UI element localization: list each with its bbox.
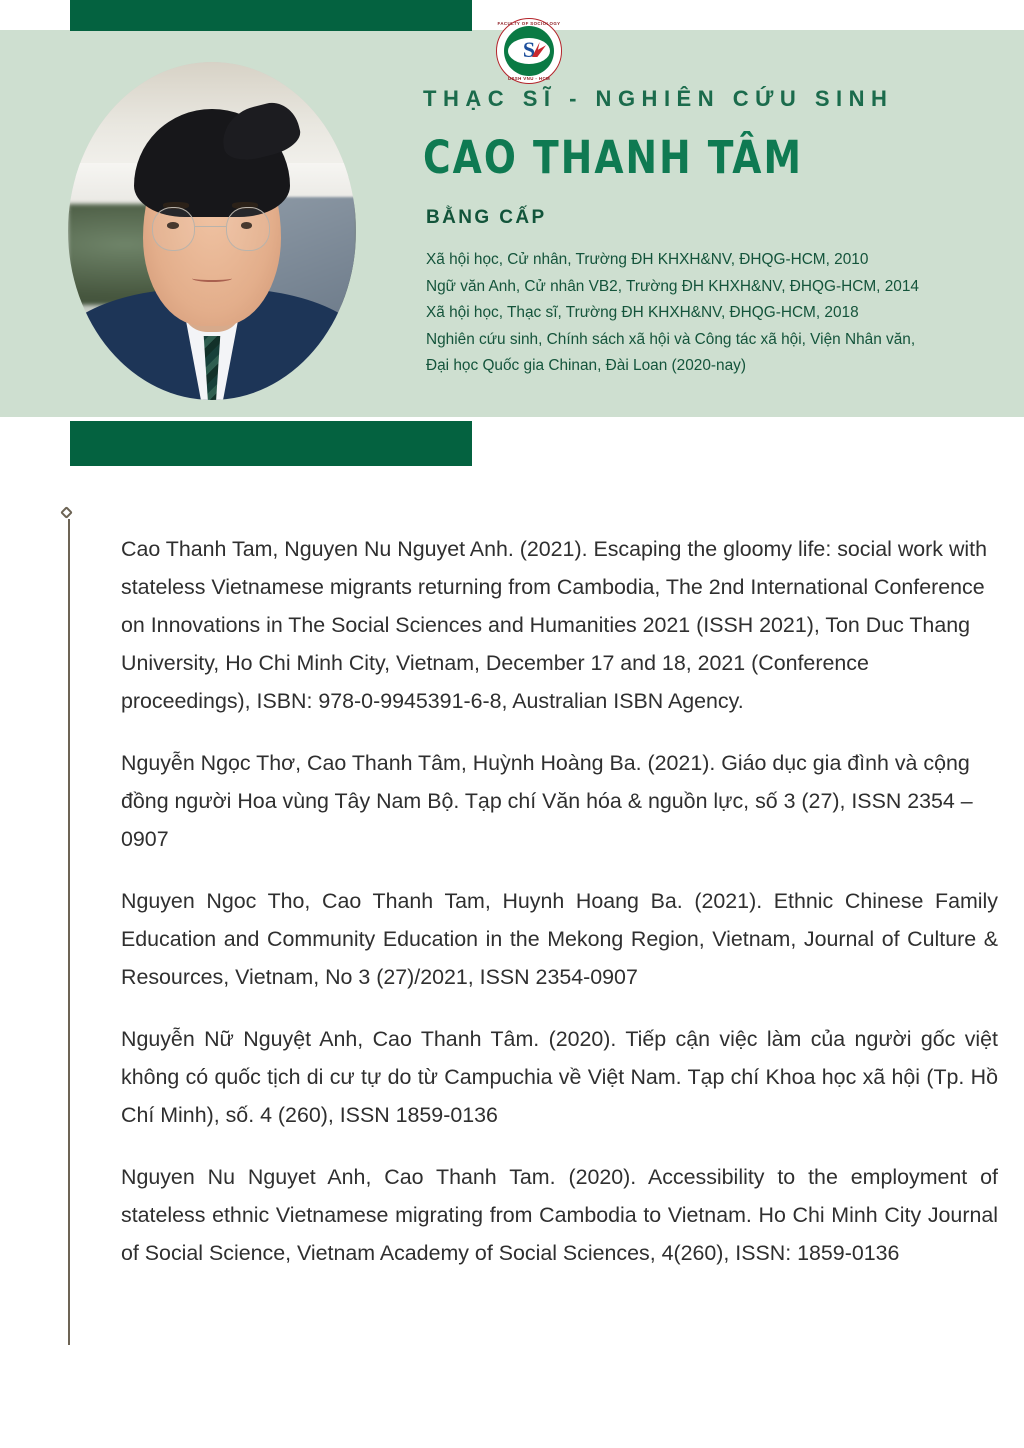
publication-entry: Nguyễn Nữ Nguyệt Anh, Cao Thanh Tâm. (2020). Tiếp cận việc làm của người gốc việt không có quốc tịch di cư tự do từ Campuchia về Việt Nam. Tạp chí Khoa học xã hội (Tp. Hồ Chí Minh), số. 4 (260), ISSN 1859-0136: [121, 1027, 998, 1127]
faculty-logo-icon: [496, 18, 562, 84]
photo-eyeglass-left: [152, 207, 195, 251]
logo-monogram: S: [522, 37, 536, 62]
logo-arc-top-text: FACULTY OF SOCIOLOGY: [497, 21, 561, 26]
degree-item: Nghiên cứu sinh, Chính sách xã hội và Công tác xã hội, Viện Nhân văn,: [426, 330, 916, 348]
degree-section-heading: BẰNG CẤP: [426, 207, 547, 228]
degree-item: Xã hội học, Thạc sĩ, Trường ĐH KHXH&NV, ĐHQG-HCM, 2018: [426, 304, 859, 321]
profile-subtitle: THẠC SĨ - NGHIÊN CỨU SINH: [423, 86, 894, 111]
degree-item: Đại học Quốc gia Chinan, Đài Loan (2020-nay): [426, 357, 746, 374]
degree-list: [426, 247, 1024, 380]
photo-eyeglass-right: [226, 207, 269, 251]
publication-entry: Nguyen Nu Nguyet Anh, Cao Thanh Tam. (2020). Accessibility to the employment of stateless ethnic Vietnamese migrating from Cambodia to Vietnam. Ho Chi Minh City Journal of Social Science, Vietnam Academy of Social Sciences, 4(260), ISSN: 1859-0136: [121, 1165, 998, 1265]
publication-entry: Nguyen Ngoc Tho, Cao Thanh Tam, Huynh Hoang Ba. (2021). Ethnic Chinese Family Education and Community Education in the Mekong Region, Vietnam, Journal of Culture & Resources, Vietnam, No 3 (27)/2021, ISSN 2354-0907: [121, 889, 998, 989]
header-top-accent-bar: [70, 0, 472, 31]
timeline-marker-icon: [60, 506, 73, 519]
photo-eyeglass-bridge: [195, 226, 227, 227]
portrait-photo: [68, 62, 356, 400]
publication-entry: Nguyễn Ngọc Thơ, Cao Thanh Tâm, Huỳnh Hoàng Ba. (2021). Giáo dục gia đình và cộng đồng người Hoa vùng Tây Nam Bộ. Tạp chí Văn hóa & nguồn lực, số 3 (27), ISSN 2354 – 0907: [121, 751, 973, 851]
publication-list: [121, 530, 998, 1272]
publication-entry: Cao Thanh Tam, Nguyen Nu Nguyet Anh. (2021). Escaping the gloomy life: social work with stateless Vietnamese migrants returning from Cambodia, The 2nd International Conference on Innovations in The Social Sciences and Humanities 2021 (ISSH 2021), Ton Duc Thang University, Ho Chi Minh City, Vietnam, December 17 and 18, 2021 (Conference proceedings), ISBN: 978-0-9945391-6-8, Australian ISBN Agency.: [121, 537, 987, 713]
header-bottom-accent-bar: [70, 421, 472, 466]
timeline-line: [68, 519, 70, 1345]
degree-item: Xã hội học, Cử nhân, Trường ĐH KHXH&NV, ĐHQG-HCM, 2010: [426, 251, 869, 268]
page-title: CAO THANH TÂM: [423, 131, 803, 184]
logo-arc-bottom-text: USSH VNU - HCM: [507, 76, 551, 81]
degree-item: Ngữ văn Anh, Cử nhân VB2, Trường ĐH KHXH&NV, ĐHQG-HCM, 2014: [426, 277, 919, 295]
